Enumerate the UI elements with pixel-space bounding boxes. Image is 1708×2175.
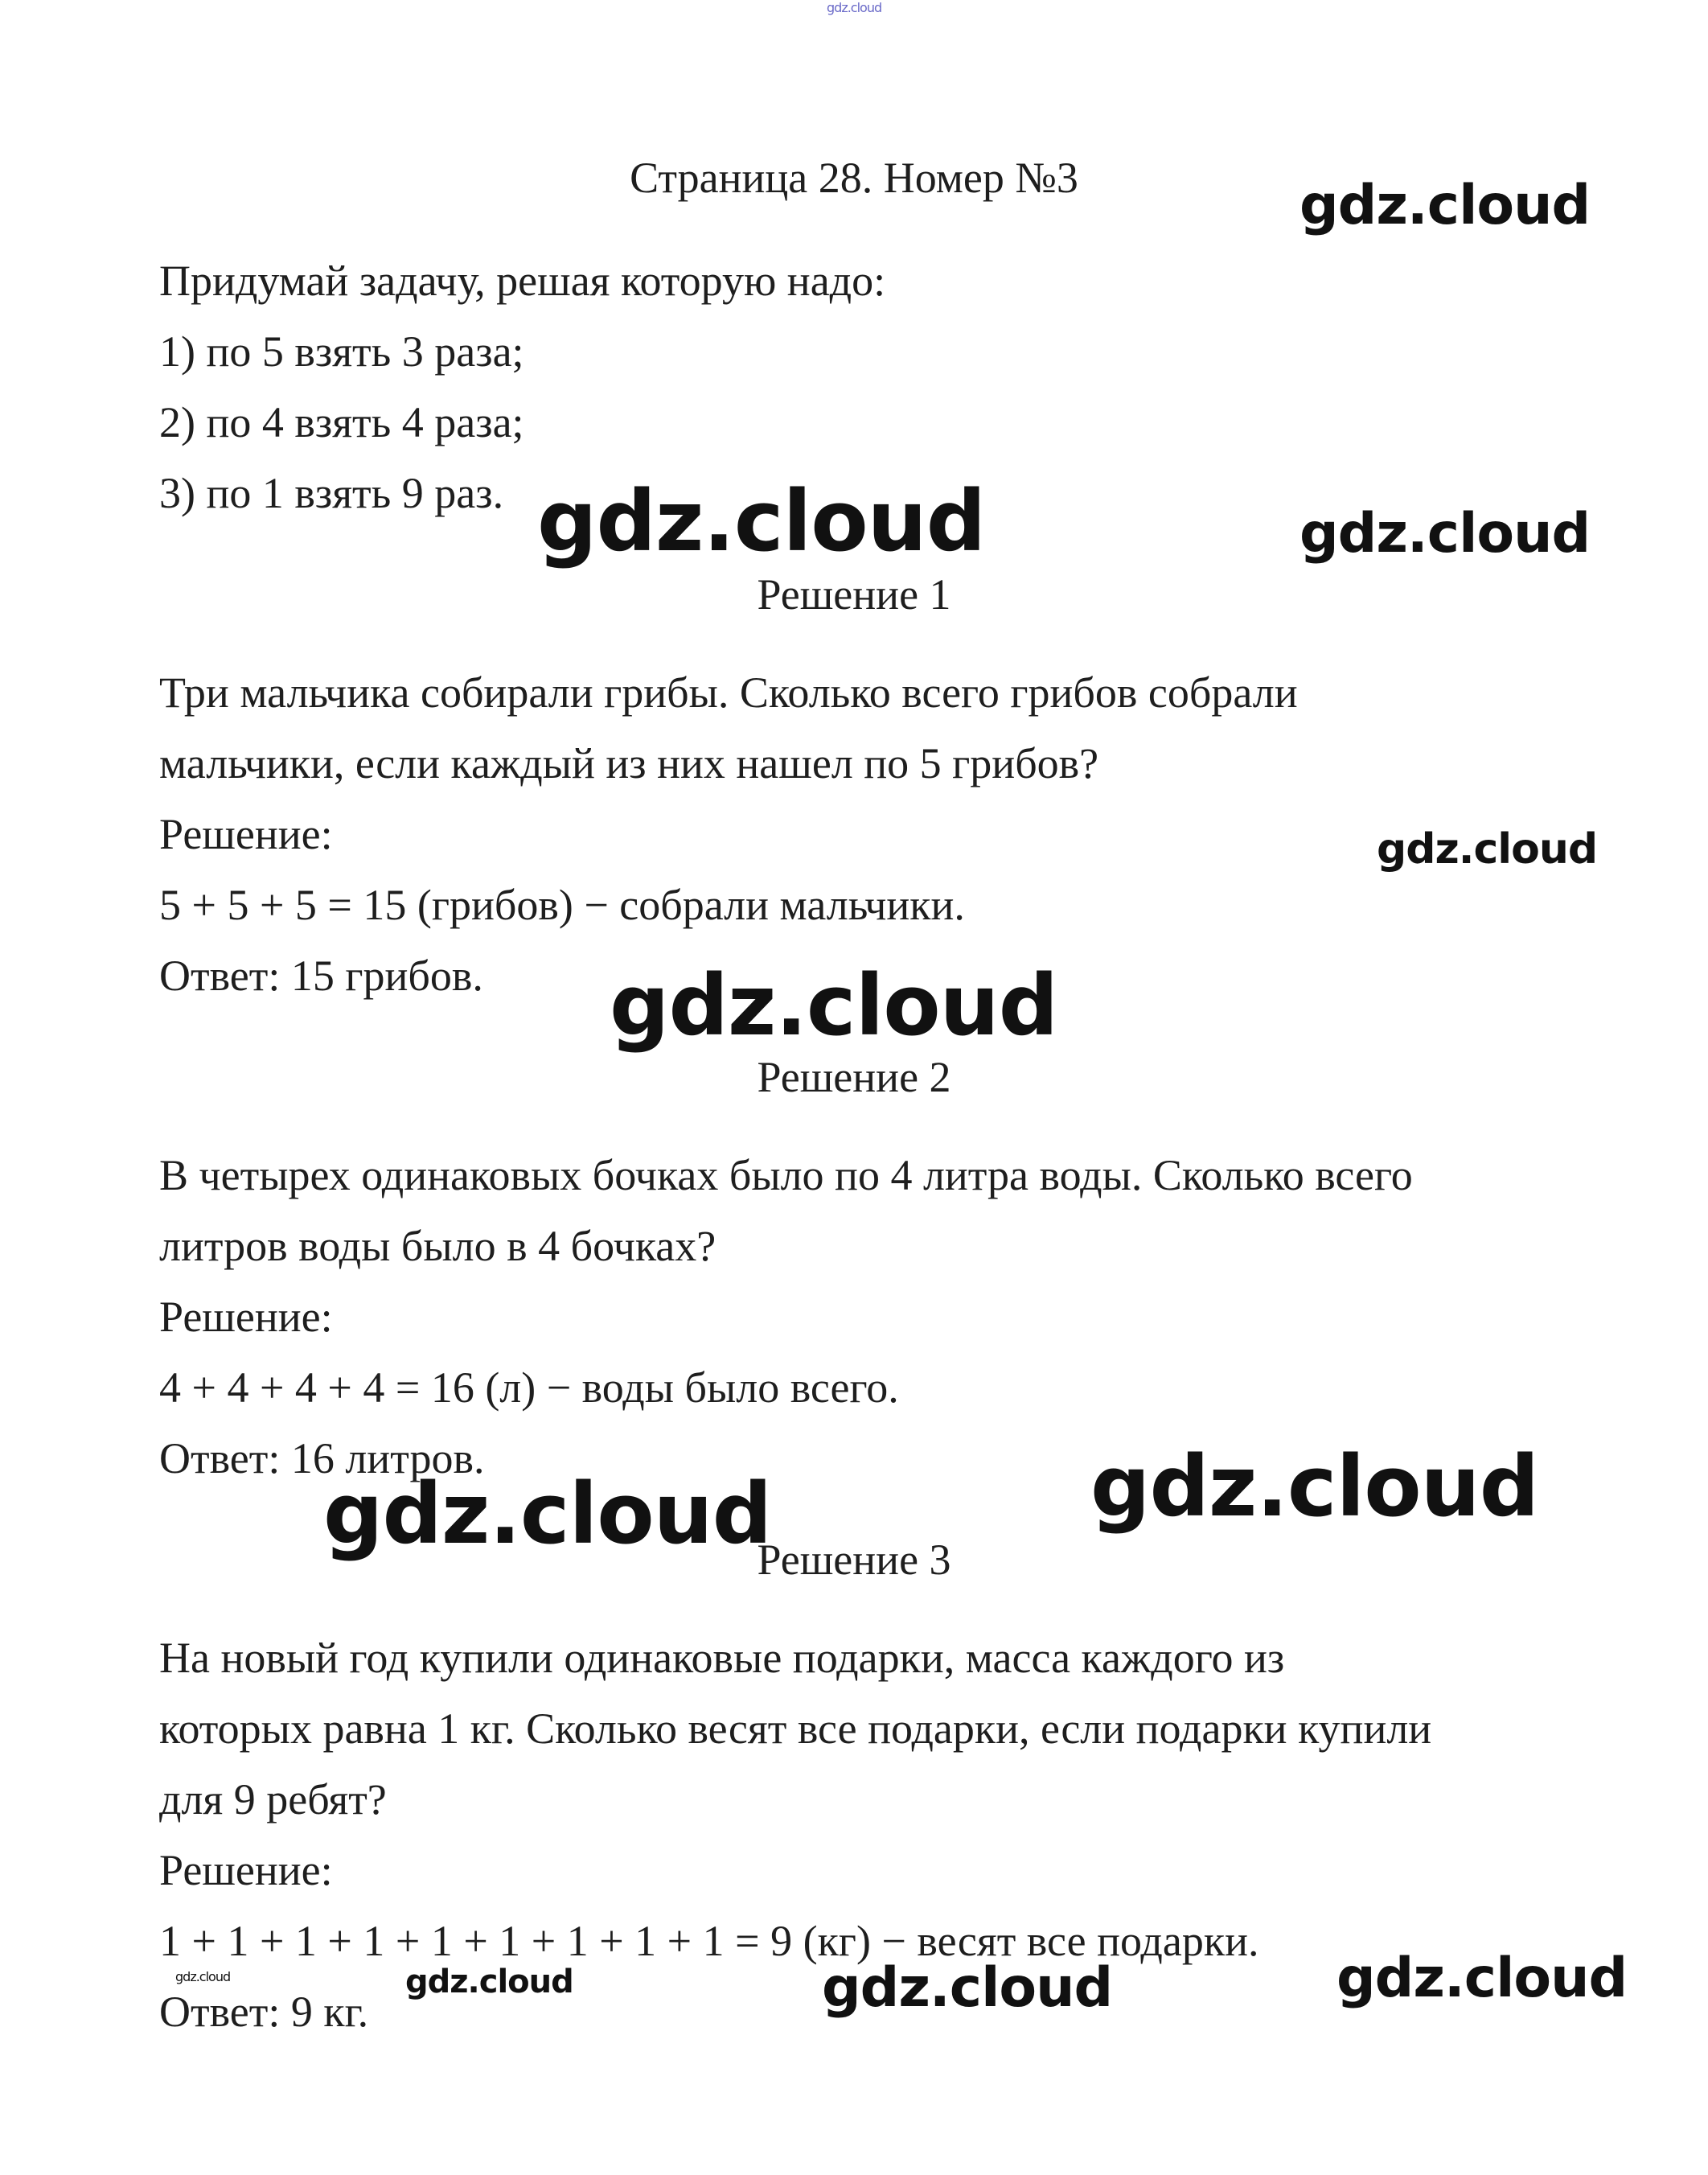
problem-text: литров воды было в 4 бочках?	[159, 1222, 716, 1270]
solution-answer: Ответ: 15 грибов.	[159, 952, 483, 1000]
page-title: Страница 28. Номер №3	[630, 154, 1078, 202]
solution-label: Решение:	[159, 1846, 333, 1894]
solution-heading: Решение 1	[757, 570, 951, 619]
solution-label: Решение:	[159, 810, 333, 858]
watermark: gdz.cloud	[405, 1963, 573, 2000]
solution-label: Решение:	[159, 1293, 333, 1341]
task-item: 1) по 5 взять 3 раза;	[159, 327, 524, 376]
problem-text: Три мальчика собирали грибы. Сколько всего грибов собрали	[159, 668, 1298, 717]
solution-equation: 1 + 1 + 1 + 1 + 1 + 1 + 1 + 1 + 1 = 9 (кг) − весят все подарки.	[159, 1917, 1259, 1965]
watermark: gdz.cloud	[1090, 1437, 1539, 1536]
task-item: 3) по 1 взять 9 раз.	[159, 469, 504, 517]
watermark: gdz.cloud	[537, 472, 986, 570]
problem-text: На новый год купили одинаковые подарки, масса каждого из	[159, 1634, 1285, 1682]
solution-heading: Решение 3	[757, 1536, 951, 1584]
problem-text: для 9 ребят?	[159, 1775, 387, 1823]
watermark: gdz.cloud	[175, 1969, 231, 1984]
problem-text: В четырех одинаковых бочках было по 4 литра воды. Сколько всего	[159, 1151, 1413, 1199]
solution-answer: Ответ: 16 литров.	[159, 1434, 485, 1482]
watermark: gdz.cloud	[610, 956, 1058, 1055]
watermark: gdz.cloud	[827, 0, 882, 15]
task-intro: Придумай задачу, решая которую надо:	[159, 257, 886, 305]
watermark: gdz.cloud	[1299, 502, 1591, 565]
watermark: gdz.cloud	[323, 1465, 772, 1563]
solution-answer: Ответ: 9 кг.	[159, 1988, 369, 2036]
problem-text: мальчики, если каждый из них нашел по 5 грибов?	[159, 739, 1099, 787]
problem-text: которых равна 1 кг. Сколько весят все подарки, если подарки купили	[159, 1704, 1432, 1753]
watermark: gdz.cloud	[1299, 174, 1591, 237]
solution-heading: Решение 2	[757, 1053, 951, 1101]
task-item: 2) по 4 взять 4 раза;	[159, 398, 524, 446]
solution-equation: 5 + 5 + 5 = 15 (грибов) − собрали мальчики.	[159, 881, 965, 929]
watermark: gdz.cloud	[1377, 825, 1598, 874]
solution-equation: 4 + 4 + 4 + 4 = 16 (л) − воды было всего.	[159, 1363, 899, 1412]
watermark: gdz.cloud	[822, 1956, 1113, 2020]
watermark: gdz.cloud	[1336, 1947, 1628, 2010]
